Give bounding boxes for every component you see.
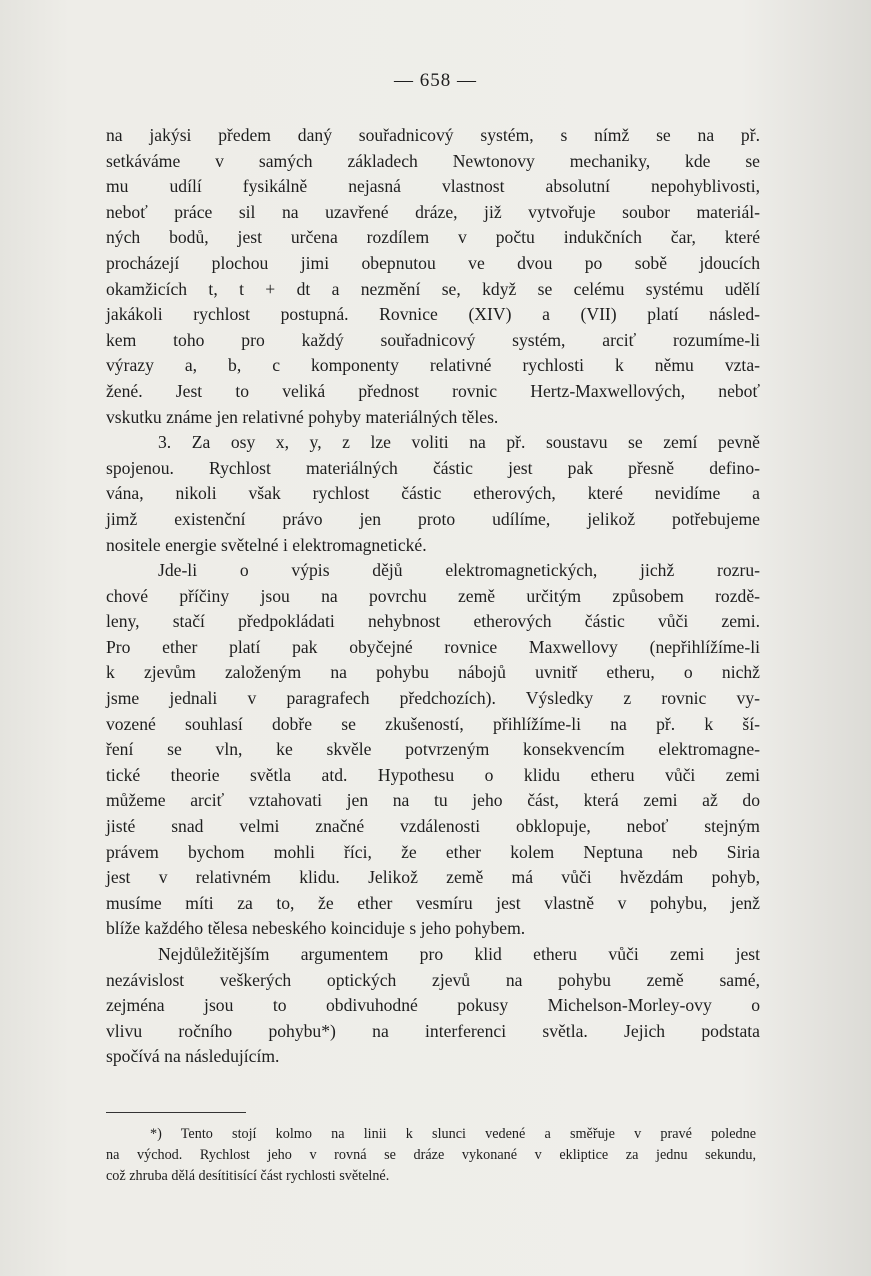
text-line: vlivu ročního pohybu*) na interferenci světla. Jejich podstata <box>106 1020 760 1041</box>
text-line: právem bychom mohli říci, že ether kolem Neptuna neb Siria <box>106 841 760 862</box>
footnote-line: na východ. Rychlost jeho v rovná se dráze vykonané v ekliptice za jednu sekundu, <box>106 1147 756 1163</box>
text-line: chové příčiny jsou na povrchu země určitým způsobem rozdě- <box>106 585 760 606</box>
text-line: Nejdůležitějším argumentem pro klid etheru vůči zemi jest <box>158 944 760 964</box>
text-line: jisté snad velmi značné vzdálenosti obklopuje, neboť stejným <box>106 816 760 837</box>
text-line: nositele energie světelné i elektromagnetické. <box>106 534 427 555</box>
text-line: Jde-li o výpis dějů elektromagnetických, jichž rozru- <box>158 560 760 581</box>
footnote-line: *) Tento stojí kolmo na linii k slunci vedené a směřuje v pravé poledne <box>150 1126 756 1142</box>
text-line: leny, stačí předpokládati nehybnost etherových částic vůči zemi. <box>106 611 760 632</box>
text-line: okamžicích t, t + dt a nezmění se, když se celému systému udělí <box>106 278 760 299</box>
text-line: žené. Jest to veliká přednost rovnic Hertz-Maxwellových, neboť <box>106 380 760 401</box>
text-line: setkáváme v samých základech Newtonovy mechaniky, kde se <box>106 150 760 171</box>
text-line: na jakýsi předem daný souřadnicový systém, s nímž se na př. <box>106 125 760 145</box>
footnote-line: což zhruba dělá desítitisící část rychlosti světelné. <box>106 1168 390 1184</box>
main-text <box>106 123 760 1070</box>
text-line: jest v relativném klidu. Jelikož země má vůči hvězdám pohyb, <box>106 867 760 888</box>
text-line: mu udílí fysikálně nejasná vlastnost absolutní nepohyblivosti, <box>106 176 760 197</box>
text-line: zejména jsou to obdivuhodné pokusy Michelson-Morley-ovy o <box>106 995 760 1016</box>
text-line: neboť práce sil na uzavřené dráze, již vytvořuje soubor materiál- <box>106 201 760 222</box>
text-line: můžeme arciť vztahovati jen na tu jeho část, která zemi až do <box>106 790 760 811</box>
text-line: výrazy a, b, c komponenty relativné rychlosti k němu vzta- <box>106 355 760 376</box>
text-line: 3. Za osy x, y, z lze voliti na př. soustavu se zemí pevně <box>158 432 760 453</box>
text-line: k zjevům založeným na pohybu nábojů uvnitř etheru, o nichž <box>106 662 760 683</box>
text-line: Pro ether platí pak obyčejné rovnice Maxwellovy (nepřihlížíme-li <box>106 636 760 657</box>
text-line: vozené souhlasí dobře se zkušeností, přihlížíme-li na př. k ší- <box>106 713 760 734</box>
text-line: spočívá na následujícím. <box>106 1046 280 1067</box>
text-line: tické theorie světla atd. Hypothesu o klidu etheru vůči zemi <box>106 764 760 785</box>
text-line: vskutku známe jen relativné pohyby materiálných těles. <box>106 406 499 427</box>
text-line: vána, nikoli však rychlost částic etherových, které nevidíme a <box>106 483 760 504</box>
text-line: blíže každého tělesa nebeského koinciduje s jeho pohybem. <box>106 918 526 939</box>
text-line: jakákoli rychlost postupná. Rovnice (XIV) a (VII) platí násled- <box>106 304 760 325</box>
text-line: spojenou. Rychlost materiálných částic jest pak přesně defino- <box>106 457 760 478</box>
text-line: jimž existenční právo jen proto udílíme, jelikož potřebujeme <box>106 508 760 529</box>
text-line: ření se vln, ke skvěle potvrzeným konsekvencím elektromagne- <box>106 739 760 760</box>
text-line: musíme míti za to, že ether vesmíru jest vlastně v pohybu, jenž <box>106 892 760 913</box>
footnote-divider <box>106 1112 246 1113</box>
text-line: kem toho pro každý souřadnicový systém, arciť rozumíme-li <box>106 329 760 350</box>
text-line: procházejí plochou jimi obepnutou ve dvou po sobě jdoucích <box>106 252 760 273</box>
text-line: ných bodů, jest určena rozdílem v počtu indukčních čar, které <box>106 227 760 248</box>
page-number: — 658 — <box>394 70 477 91</box>
text-line: jsme jednali v paragrafech předchozích). Výsledky z rovnic vy- <box>106 688 760 709</box>
text-line: nezávislost veškerých optických zjevů na pohybu země samé, <box>106 969 760 990</box>
footnote <box>106 1124 756 1187</box>
